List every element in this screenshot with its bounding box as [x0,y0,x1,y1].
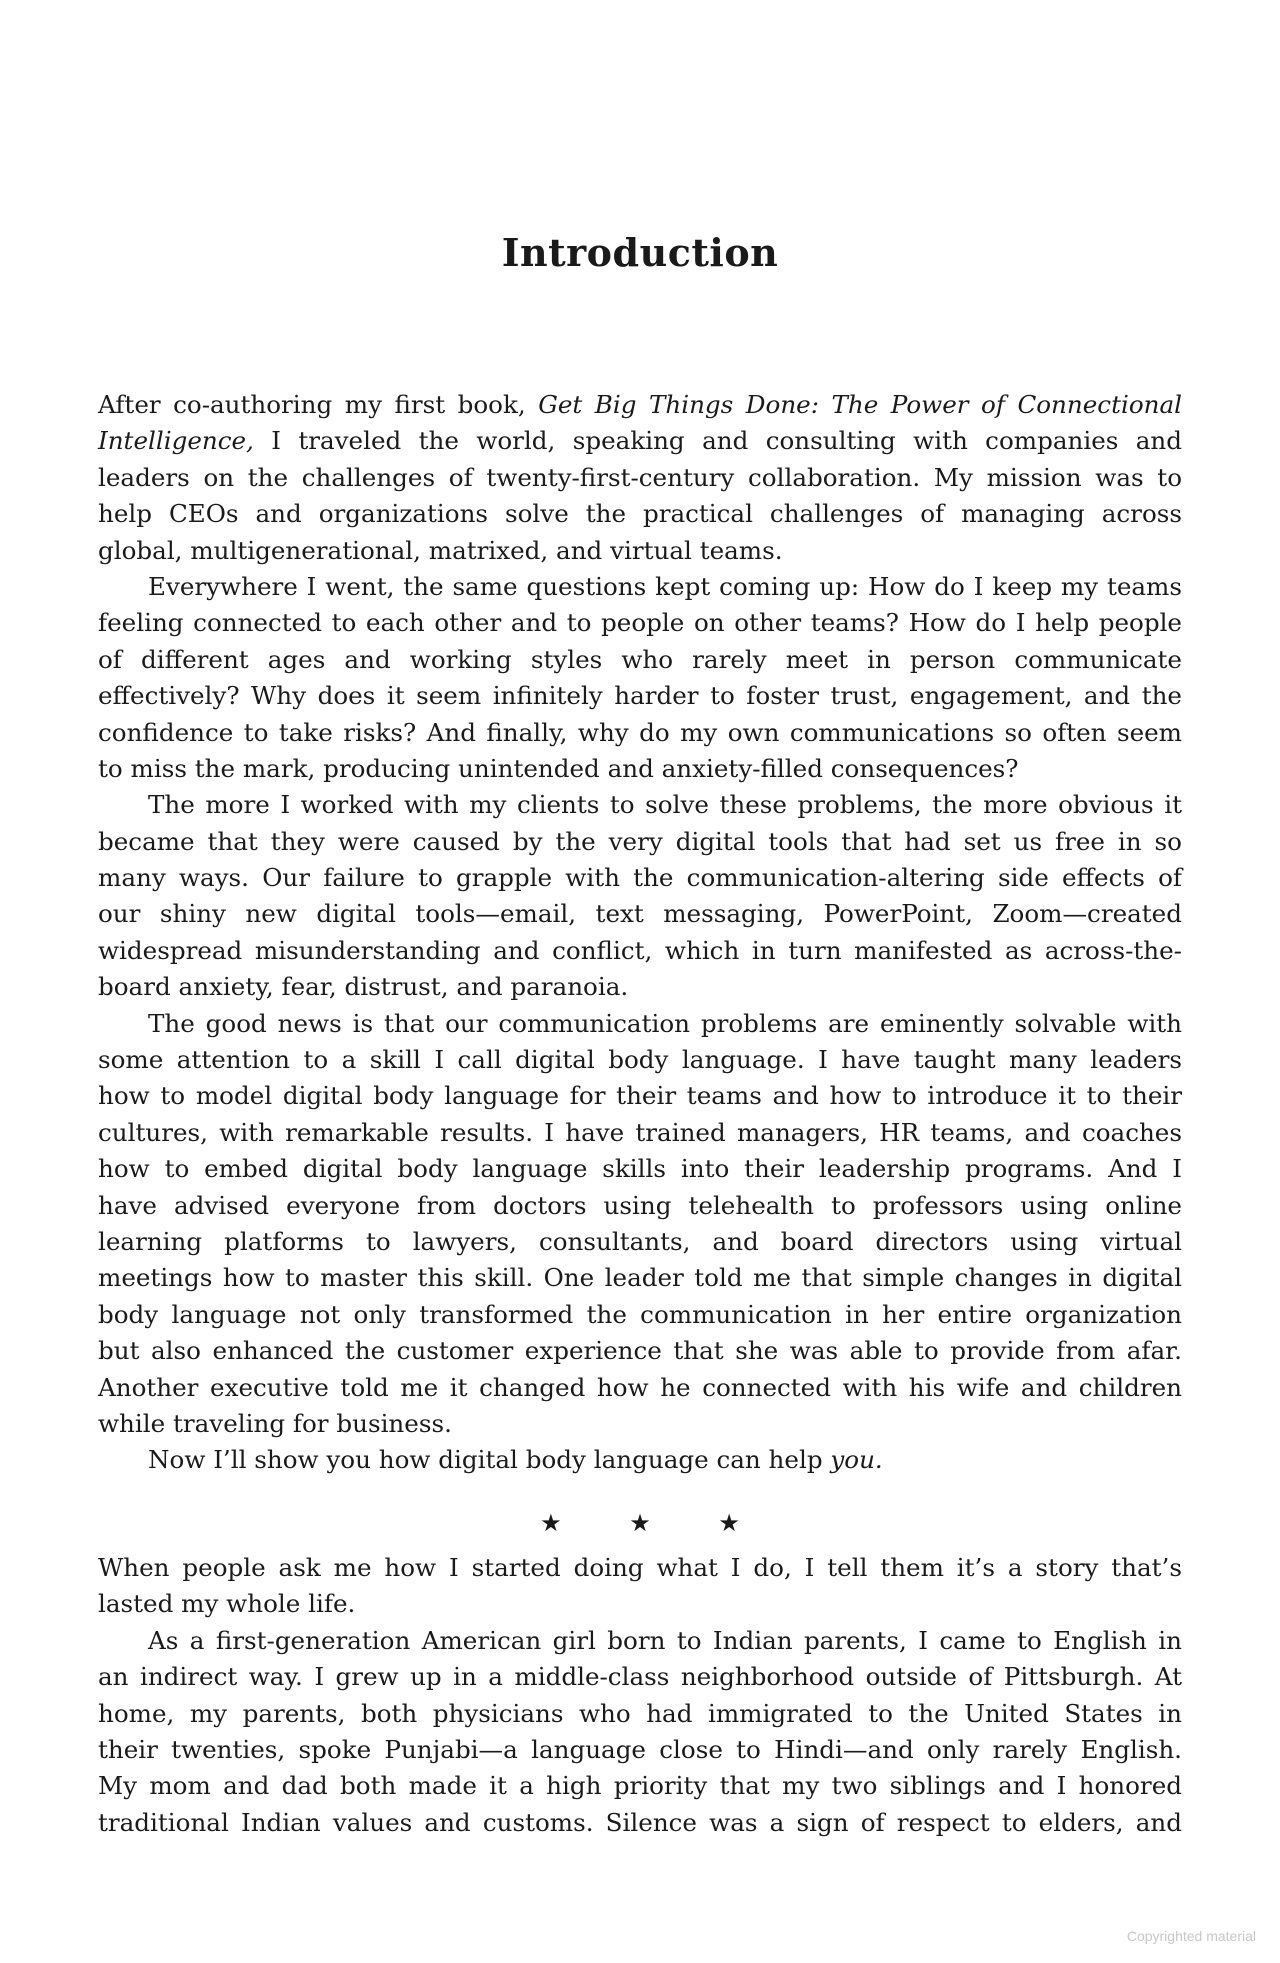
text-line [98,1696,1182,1732]
text-run: while traveling for business. [98,1408,452,1438]
text-run: feeling connected to each other and to people on other teams? How do I help people [98,608,1182,638]
text-line [98,1406,1182,1442]
text-line [98,1188,1182,1224]
text-line [98,423,1182,459]
text-run: our shiny new digital tools—email, text messaging, PowerPoint, Zoom—created [98,899,1182,929]
copyright-watermark: Copyrighted material [1126,1928,1256,1944]
text-line [98,896,1182,932]
text-run: widespread misunderstanding and conflict, which in turn manifested as across-the- [98,935,1182,965]
text-run: how to model digital body language for their teams and how to introduce it to their [98,1081,1182,1111]
text-line [98,1297,1182,1333]
text-run: confidence to take risks? And finally, why do my own communications so often seem [98,717,1182,747]
text-run: The good news is that our communication problems are eminently solvable with [148,1008,1182,1038]
italic-text: you. [830,1445,883,1475]
text-line [98,969,1182,1005]
text-line [98,533,1182,569]
text-line [98,1151,1182,1187]
text-run: My mom and dad both made it a high priority that my two siblings and I honored [98,1771,1182,1801]
text-line [98,1623,1182,1659]
text-line [98,824,1182,860]
text-line [98,1042,1182,1078]
chapter-title: Introduction [501,230,779,275]
text-run: body language not only transformed the communication in her entire organization [98,1299,1182,1329]
body-text-block-1 [98,387,1182,1479]
text-run: effectively? Why does it seem infinitely harder to foster trust, engagement, and the [98,681,1182,711]
text-run: have advised everyone from doctors using telehealth to professors using online [98,1190,1182,1220]
italic-text: Get Big Things Done: The Power of Connectional [538,390,1182,419]
text-run: became that they were caused by the very digital tools that had set us free in so [98,826,1182,856]
text-run: I traveled the world, speaking and consulting with companies and [253,426,1182,456]
text-line [98,1550,1182,1586]
text-run: Everywhere I went, the same questions kept coming up: How do I keep my teams [148,571,1182,601]
text-run: lasted my whole life. [98,1589,356,1619]
text-run: leaders on the challenges of twenty-first-century collaboration. My mission was to [98,462,1182,492]
text-line [98,1115,1182,1151]
text-line [98,1224,1182,1260]
text-line [98,605,1182,641]
text-run: an indirect way. I grew up in a middle-class neighborhood outside of Pittsburgh. At [98,1662,1182,1692]
text-line [98,1370,1182,1406]
text-run: Now I’ll show you how digital body language can help [148,1445,831,1475]
text-run: their twenties, spoke Punjabi—a language close to Hindi—and only rarely English. [98,1734,1182,1764]
text-run: help CEOs and organizations solve the practical challenges of managing across [98,499,1182,529]
body-text-block-2 [98,1550,1182,1841]
text-line [98,1732,1182,1768]
text-line [98,569,1182,605]
text-run: global, multigenerational, matrixed, and virtual teams. [98,535,783,565]
text-line [98,1260,1182,1296]
text-run: When people ask me how I started doing what I do, I tell them it’s a story that’s [98,1553,1182,1582]
text-run: After co-authoring my first book, [98,390,539,419]
text-line [98,1333,1182,1369]
text-line [98,1659,1182,1695]
text-line [98,933,1182,969]
text-line [98,1586,1182,1622]
text-line [98,1006,1182,1042]
text-run: of different ages and working styles who rarely meet in person communicate [98,644,1182,674]
text-line [98,1805,1182,1841]
text-run: to miss the mark, producing unintended and anxiety-filled consequences? [98,753,1019,783]
text-line [98,751,1182,787]
text-run: board anxiety, fear, distrust, and paranoia. [98,972,629,1002]
text-run: home, my parents, both physicians who had immigrated to the United States in [98,1698,1182,1728]
text-line [98,1442,1182,1478]
section-break-stars: ★ ★ ★ [540,1509,770,1537]
text-line [98,460,1182,496]
text-run: but also enhanced the customer experience that she was able to provide from afar. [98,1336,1182,1366]
text-run: The more I worked with my clients to solve these problems, the more obvious it [148,790,1182,820]
text-run: how to embed digital body language skills into their leadership programs. And I [98,1154,1182,1184]
text-run: As a first-generation American girl born to Indian parents, I came to English in [148,1625,1182,1655]
text-run: traditional Indian values and customs. Silence was a sign of respect to elders, and [98,1807,1182,1837]
italic-text: Intelligence, [98,426,254,456]
text-line [98,678,1182,714]
text-line [98,787,1182,823]
text-line [98,642,1182,678]
text-run: some attention to a skill I call digital body language. I have taught many leaders [98,1045,1182,1075]
text-line [98,496,1182,532]
text-run: learning platforms to lawyers, consultants, and board directors using virtual [98,1226,1182,1256]
text-line [98,715,1182,751]
text-line [98,860,1182,896]
text-line [98,387,1182,423]
text-run: Another executive told me it changed how he connected with his wife and children [98,1372,1182,1402]
text-run: many ways. Our failure to grapple with the communication-altering side effects of [98,863,1182,893]
text-run: cultures, with remarkable results. I have trained managers, HR teams, and coaches [98,1117,1182,1147]
text-run: meetings how to master this skill. One leader told me that simple changes in digital [98,1263,1182,1293]
text-line [98,1768,1182,1804]
text-line [98,1078,1182,1114]
